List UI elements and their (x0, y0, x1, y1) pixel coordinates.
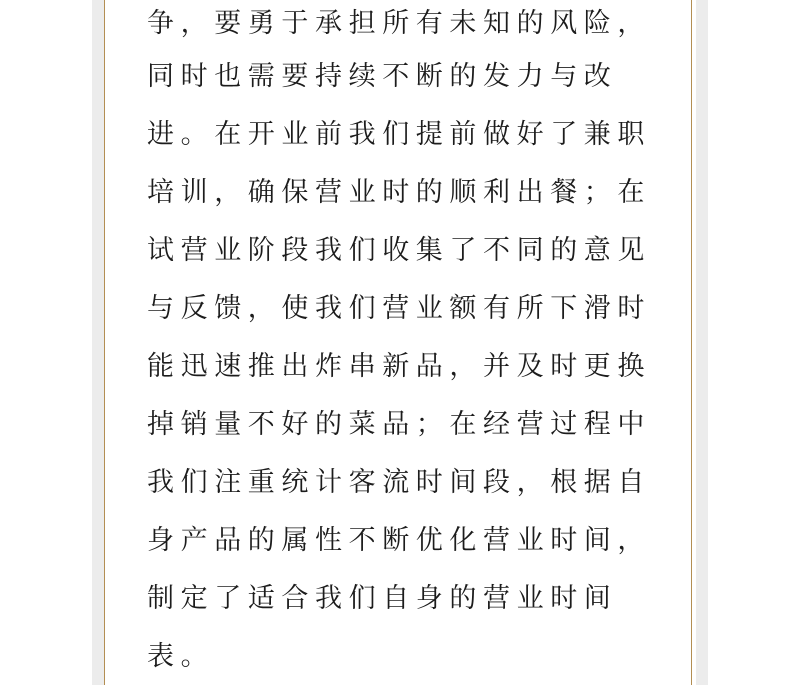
paragraph-line-12: 表。 (147, 641, 215, 672)
right-margin-strip (696, 0, 708, 685)
paragraph-line-7: 能迅速推出炸串新品，并及时更换 (147, 351, 651, 382)
paragraph-line-1: 争，要勇于承担所有未知的风险， (147, 8, 651, 39)
paragraph-line-6: 与反馈，使我们营业额有所下滑时 (147, 293, 651, 324)
paragraph-line-9: 我们注重统计客流时间段，根据自 (147, 467, 651, 498)
paragraph-line-11: 制定了适合我们自身的营业时间 (147, 583, 618, 614)
article-paragraph (147, 0, 667, 685)
paragraph-line-10: 身产品的属性不断优化营业时间， (147, 525, 651, 556)
paragraph-line-2: 同时也需要持续不断的发力与改 (147, 61, 618, 92)
left-margin-strip (92, 0, 104, 685)
paragraph-line-8: 掉销量不好的菜品；在经营过程中 (147, 409, 651, 440)
paragraph-line-4: 培训，确保营业时的顺利出餐；在 (147, 177, 651, 208)
paragraph-line-5: 试营业阶段我们收集了不同的意见 (147, 235, 651, 266)
paragraph-line-3: 进。在开业前我们提前做好了兼职 (147, 119, 651, 150)
